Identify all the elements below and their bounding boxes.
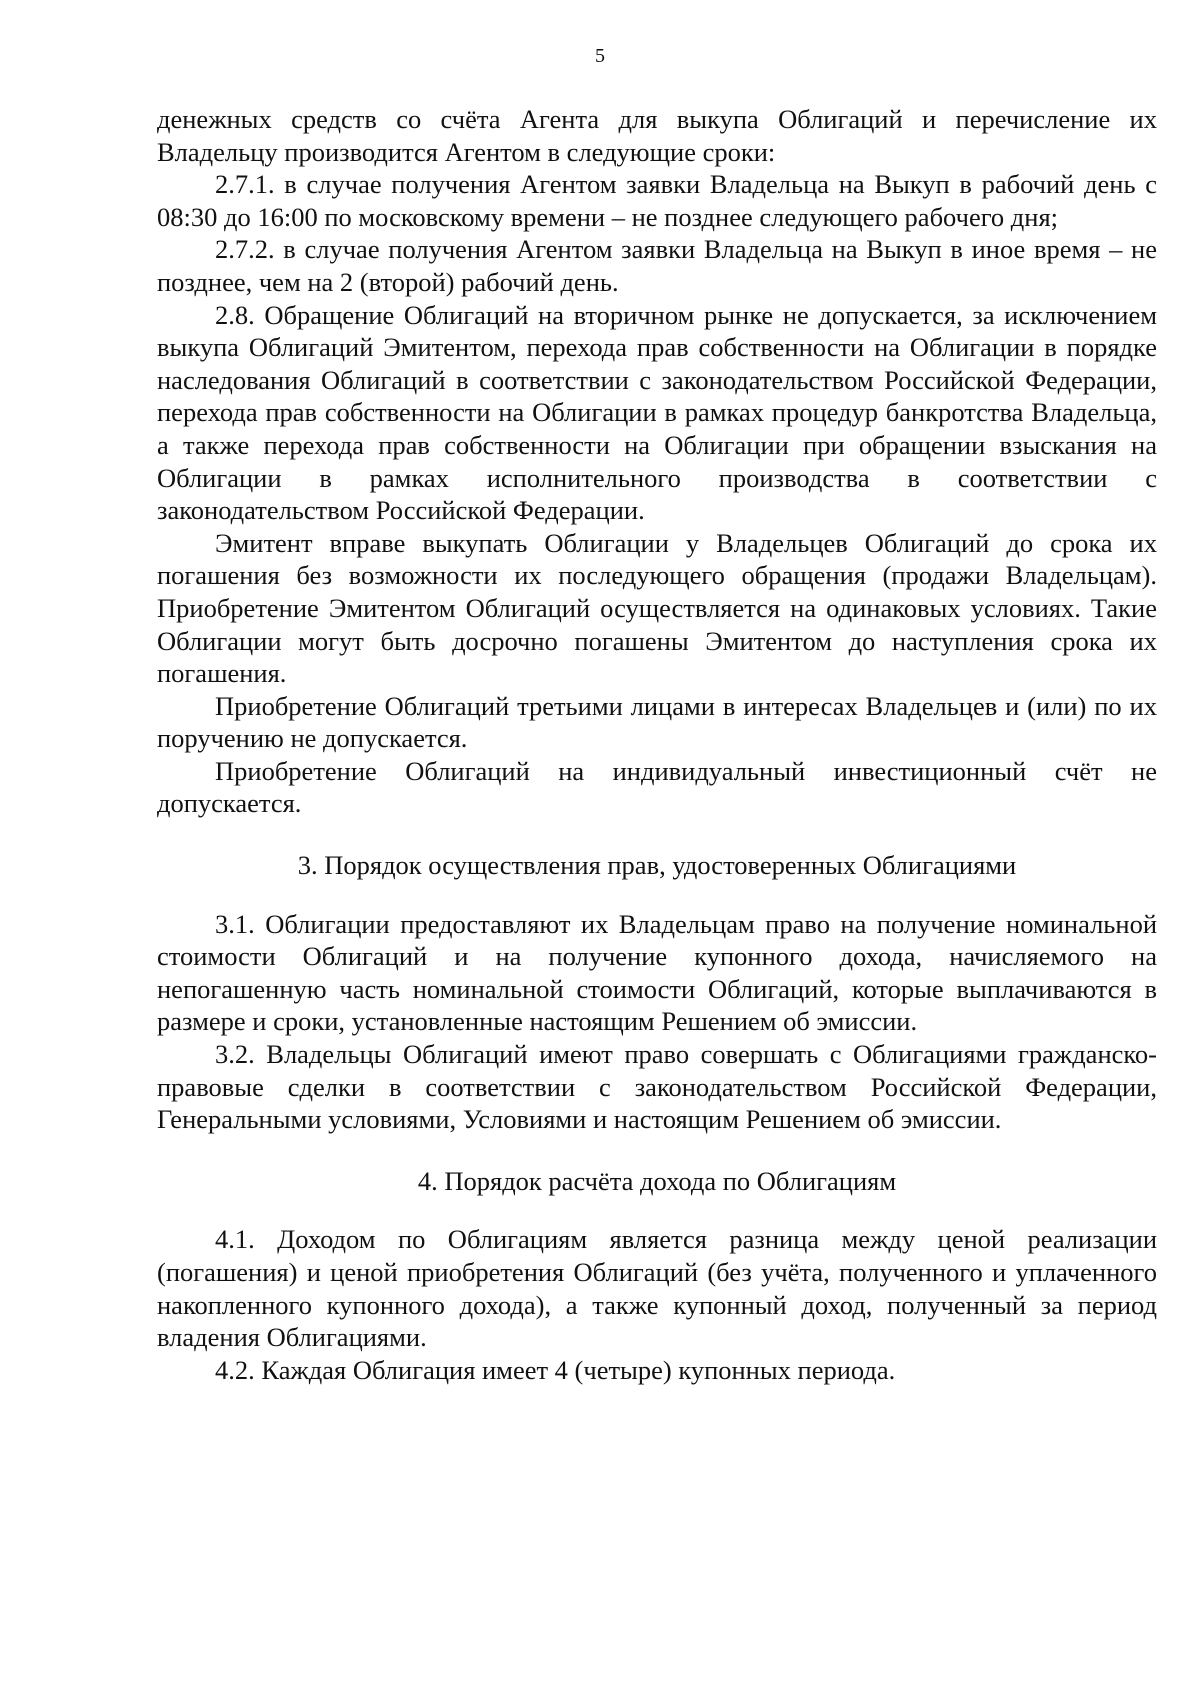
section-4-heading: 4. Порядок расчёта дохода по Облигациям [417,1165,897,1196]
paragraph-2-7-1: 2.7.1. в случае получения Агентом заявки Владельца на Выкуп в рабочий день с 08:30 до 16:00 по московскому времени – не позднее следующего рабочего дня; [157,169,1157,232]
paragraph-third-parties: Приобретение Облигаций третьими лицами в интересах Владельцев и (или) по их поручению не допускается. [157,690,1157,754]
paragraph-iis: Приобретение Облигаций на индивидуальный инвестиционный счёт не допускается. [157,755,1157,819]
paragraph-4-1: 4.1. Доходом по Облигациям является разница между ценой реализации (погашения) и ценой приобретения Облигаций (без учёта, полученного и уплаченного накопленного купонного дохода), а также купонный доход, полученный за период владения Облигациями. [157,1224,1157,1353]
section-3-heading: 3. Порядок осуществления прав, удостоверенных Облигациями [297,850,1017,881]
paragraph-3-2: 3.2. Владельцы Облигаций имеют право совершать с Облигациями гражданско-правовые сделки в соответствии с законодательством Российской Федерации, Генеральными условиями, Условиями и настоящим Решением об эмиссии. [157,1039,1157,1135]
paragraph-2-7-2: 2.7.2. в случае получения Агентом заявки Владельца на Выкуп в иное время – не позднее, чем на 2 (второй) рабочий день. [157,234,1157,297]
paragraph-3-1: 3.1. Облигации предоставляют их Владельцам право на получение номинальной стоимости Облигаций и на получение купонного дохода, начисляемого на непогашенную часть номинальной стоимости Облигаций, которые выплачиваются в размере и сроки, установленные настоящим Решением об эмиссии. [157,908,1157,1037]
paragraph-2-8: 2.8. Обращение Облигаций на вторичном рынке не допускается, за исключением выкупа Облигаций Эмитентом, перехода прав собственности на Облигации в порядке наследования Облигаций в соответствии с законодательством Российской Федерации, перехода прав собственности на Облигации в рамках процедур банкротства Владельца, а также перехода прав собственности на Облигации при обращении взыскания на Облигации в рамках исполнительного производства в соответствии с законодательством Российской Федерации. [157,299,1157,526]
document-body [157,103,1157,1386]
paragraph-continuation: денежных средств со счёта Агента для выкупа Облигаций и перечисление их Владельцу производится Агентом в следующие сроки: [157,104,1157,167]
page-number: 5 [595,45,605,67]
paragraph-4-2: 4.2. Каждая Облигация имеет 4 (четыре) купонных периода. [215,1354,896,1385]
paragraph-issuer-buyback: Эмитент вправе выкупать Облигации у Владельцев Облигаций до срока их погашения без возможности их последующего обращения (продажи Владельцам). Приобретение Эмитентом Облигаций осуществляется на одинаковых условиях. Такие Облигации могут быть досрочно погашены Эмитентом до наступления срока их погашения. [157,527,1157,689]
